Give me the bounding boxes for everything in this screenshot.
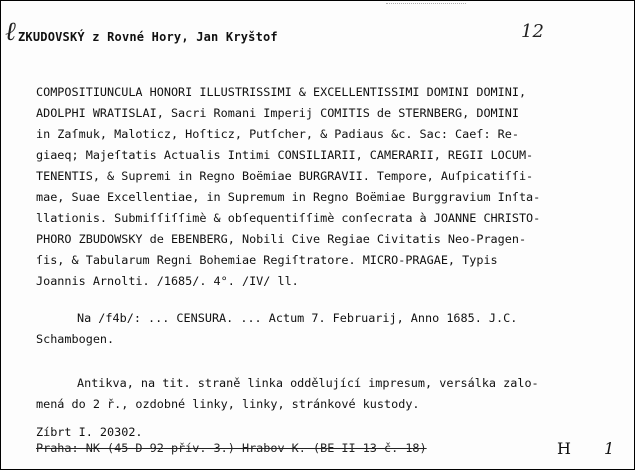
title-line-4: giaeq; Majeſtatis Actualis Intimi CONSILIARII, CAMERARII, REGII LOCUM- (36, 148, 534, 162)
title-line-9: ſis, & Tabularum Regni Bohemiae Regiſtratore. MICRO-PRAGAE, Typis (36, 253, 498, 267)
zibrt-reference: Zíbrt I. 20302. (36, 425, 143, 439)
card-heading: ZKUDOVSKÝ z Rovné Hory, Jan Kryštof (18, 30, 278, 44)
title-line-6: mae, Suae Excellentiae, in Supremum in Regno Boëmiae Burggravium Inſta- (36, 190, 541, 204)
handwritten-card-number: 12 (521, 21, 544, 42)
note-line-2: mená do 2 ř., ozdobné linky, linky, stránkové kustody. (36, 397, 420, 411)
title-line-10: Joannis Arnolti. /1685/. 4°. /IV/ ll. (36, 274, 299, 288)
note-line-1: Antikva, na tit. straně linka oddělující impresum, versálka zalo- (77, 376, 539, 390)
title-line-7: llationis. Submiſſiſſimè & obſequentiſſimè conſecrata à JOANNE CHRISTO- (36, 211, 541, 225)
title-line-3: in Zaſmuk, Maloticz, Hoſticz, Putſcher, & Padiaus &c. Sac: Caeſ: Re- (36, 127, 519, 141)
corner-number: 1 (604, 439, 615, 458)
corner-letter: H (557, 439, 571, 458)
censura-line-1: Na /f4b/: ... CENSURA. ... Actum 7. Februarij, Anno 1685. J.C. (77, 311, 518, 325)
censura-line-2: Schambogen. (36, 332, 115, 346)
title-line-5: TENENTIS, & Supremi in Regno Boëmiae BURGRAVII. Tempore, Auſpicatiſſi- (36, 169, 534, 183)
praha-location: Praha: NK (45 D 92 přív. 3.) Hrabov K. (BE II 13 č. 18) (36, 441, 427, 455)
faint-stamp-marks (386, 3, 466, 38)
handwritten-mark: ℓ (5, 17, 16, 47)
title-line-8: PHORO ZBUDOWSKY de EBENBERG, Nobili Cive Regiae Civitatis Neo-Pragen- (36, 232, 527, 246)
title-line-2: ADOLPHI WRATISLAI, Sacri Romani Imperij COMITIS de STERNBERG, DOMINI (36, 106, 519, 120)
title-line-1: COMPOSITIUNCULA HONORI ILLUSTRISSIMI & EXCELLENTISSIMI DOMINI DOMINI, (36, 85, 527, 99)
